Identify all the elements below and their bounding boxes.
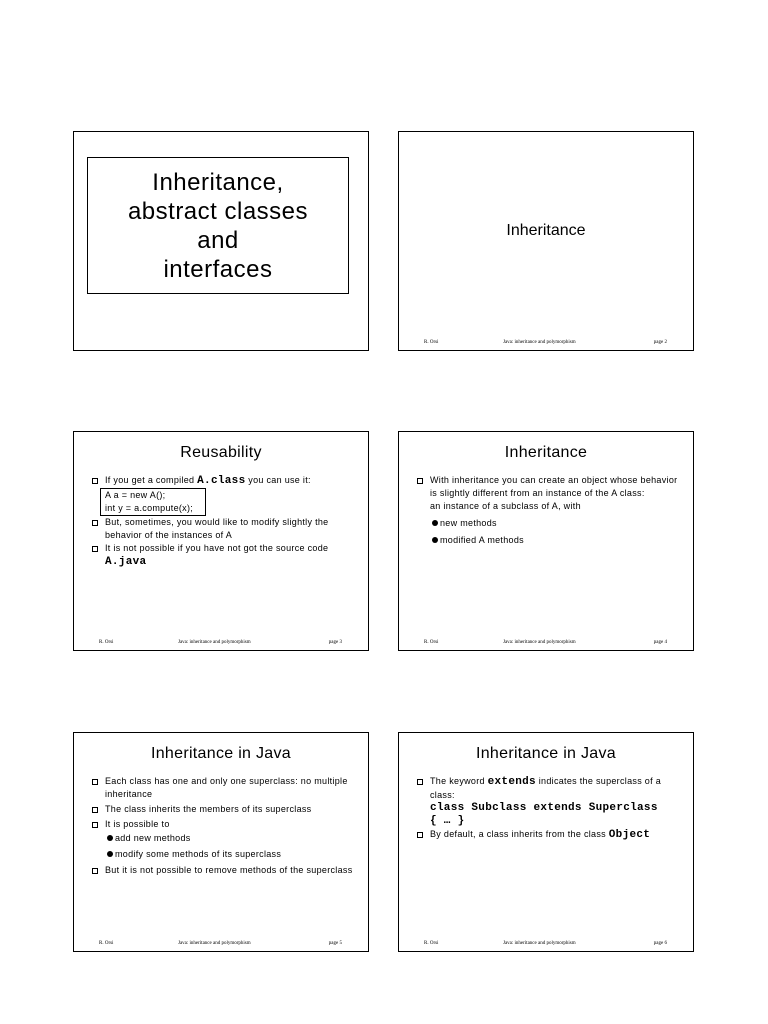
bullet-dot-icon — [432, 520, 438, 526]
slide-4 — [398, 431, 694, 651]
code-inline: A.class — [197, 475, 246, 487]
slide-title: Reusability — [180, 444, 262, 461]
code-line: A a = new A(); — [105, 490, 166, 500]
code-line: class Subclass extends Superclass — [430, 802, 658, 814]
code-box — [100, 488, 206, 516]
footer-course: Java: inheritance and polymorphism — [503, 340, 576, 345]
bullet — [91, 474, 358, 488]
code-block — [416, 802, 683, 828]
code-line: { … } — [430, 815, 465, 827]
slide-3 — [73, 431, 369, 651]
slide-6 — [398, 732, 694, 952]
footer-page: page 5 — [328, 941, 342, 946]
title-line: and — [197, 226, 239, 254]
bullet: But it is not possible to remove methods of the superclass — [91, 864, 358, 877]
bullet-text: If you get a compiled — [105, 475, 198, 485]
slide-2 — [398, 131, 694, 351]
slide-content — [91, 474, 358, 569]
bullet-dot-icon — [432, 537, 438, 543]
title-line: abstract classes — [127, 197, 309, 225]
slide-5 — [73, 732, 369, 952]
bullet — [416, 828, 683, 842]
footer-course: Java: inheritance and polymorphism — [503, 640, 576, 645]
footer-author: R. Orsi — [99, 640, 114, 645]
presentation-title — [128, 168, 308, 284]
bullet-text: indicates the superclass of a class: — [430, 776, 662, 800]
footer-author: R. Orsi — [424, 640, 439, 645]
title-line: interfaces — [163, 255, 273, 283]
footer-course: Java: inheritance and polymorphism — [503, 941, 576, 946]
sub-item — [91, 848, 358, 861]
bullet-text: By default, a class inherits from the class — [430, 829, 609, 839]
sub-item-text: modify some methods of its superclass — [115, 849, 282, 859]
bullet-continuation: an instance of a subclass of A, with — [430, 501, 581, 511]
footer-page: page 3 — [328, 640, 342, 645]
sub-item — [416, 534, 683, 547]
bullet-text: The keyword — [430, 776, 488, 786]
slide-title: Inheritance in Java — [150, 745, 291, 762]
bullet — [91, 542, 358, 569]
bullet — [416, 775, 683, 802]
footer-page: page 2 — [653, 340, 667, 345]
slide-content — [416, 474, 683, 547]
bullet: The class inherits the members of its superclass — [91, 803, 358, 816]
bullet-text: It is not possible if you have not got the source code — [105, 543, 329, 553]
bullet: It is possible to — [91, 818, 358, 831]
slide-title: Inheritance — [506, 222, 586, 239]
footer-author: R. Orsi — [99, 941, 114, 946]
bullet-text: you can use it: — [245, 475, 311, 485]
code-inline: Object — [608, 829, 651, 841]
bullet: Each class has one and only one superclass: no multiple inheritance — [91, 775, 358, 801]
bullet: With inheritance you can create an object whose behavior is slightly different from an instance of the A class: — [416, 474, 683, 500]
bullet-dot-icon — [107, 835, 113, 841]
footer-author: R. Orsi — [424, 340, 439, 345]
footer-page: page 6 — [653, 941, 667, 946]
footer-course: Java: inheritance and polymorphism — [178, 941, 251, 946]
bullet-dot-icon — [107, 851, 113, 857]
bullet: But, sometimes, you would like to modify slightly the behavior of the instances of A — [91, 516, 358, 542]
slide-1 — [73, 131, 369, 351]
code-inline: extends — [487, 776, 536, 788]
sub-item — [91, 832, 358, 845]
title-box — [87, 157, 349, 294]
slide-title: Inheritance — [504, 444, 588, 461]
footer-author: R. Orsi — [424, 941, 439, 946]
code-inline: A.java — [105, 556, 147, 568]
slide-content — [416, 775, 683, 842]
code-line: int y = a.compute(x); — [105, 503, 194, 513]
slide-title: Inheritance in Java — [475, 745, 616, 762]
sub-item-text: modified A methods — [440, 535, 524, 545]
sub-item — [416, 517, 683, 530]
sub-item-text: new methods — [440, 518, 497, 528]
slide-content — [91, 775, 358, 877]
title-line: Inheritance, — [152, 168, 284, 196]
footer-course: Java: inheritance and polymorphism — [178, 640, 251, 645]
footer-page: page 4 — [653, 640, 667, 645]
sub-item-text: add new methods — [115, 833, 191, 843]
